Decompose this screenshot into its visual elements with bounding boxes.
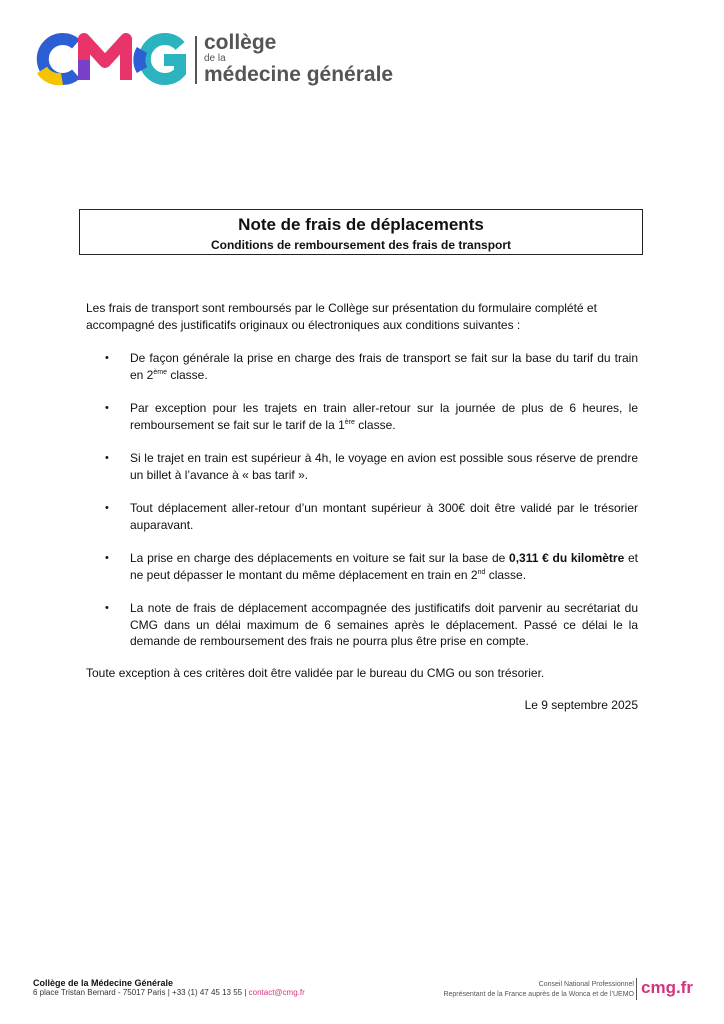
- footer-affiliation: [443, 980, 634, 1000]
- logo-wordmark: [204, 32, 393, 85]
- cmg-logo: [32, 30, 412, 88]
- rule-text: La note de frais de déplacement accompagnée des justificatifs doit parvenir au secrétariat du CMG dans un délai maximum de 6 semaines après le déplacement. Passé ce délai le la demande de remboursement des frais ne pourra plus être prise en compte.: [130, 601, 638, 648]
- footer-website-link[interactable]: cmg.fr: [641, 978, 693, 997]
- rule-text: Tout déplacement aller-retour d’un montant supérieur à 300€ doit être validé par le trésorier auparavant.: [130, 501, 638, 532]
- footer-contact: [33, 978, 305, 998]
- document-title-box: [79, 209, 643, 255]
- footer-divider: [636, 978, 637, 1000]
- list-item: [86, 500, 638, 533]
- rule-sup: nd: [477, 568, 486, 576]
- rule-sup: ère: [344, 418, 355, 426]
- bullet-icon: •: [105, 602, 109, 614]
- rule-text-end: classe.: [354, 417, 396, 432]
- logo-divider: [195, 36, 197, 84]
- list-item: [86, 550, 638, 583]
- rule-text: De façon générale la prise en charge des frais de transport se fait sur la base du tarif du train en 2: [130, 351, 638, 382]
- intro-paragraph: Les frais de transport sont remboursés par le Collège sur présentation du formulaire complété et accompagné des justificatifs originaux ou électroniques aux conditions suivantes :: [86, 301, 597, 332]
- logo-line-2: de la: [204, 53, 226, 64]
- list-item: [86, 450, 638, 483]
- bullet-icon: •: [105, 502, 109, 514]
- rule-rate: 0,311 € du kilomètre: [509, 551, 625, 565]
- footer-address-line: [33, 988, 305, 998]
- document-date: Le 9 septembre 2025: [524, 698, 638, 712]
- bullet-icon: •: [105, 352, 109, 364]
- list-item: [86, 350, 638, 383]
- closing-paragraph: Toute exception à ces critères doit être validée par le bureau du CMG ou son trésorier.: [86, 665, 545, 680]
- footer-email-link[interactable]: contact@cmg.fr: [248, 988, 305, 997]
- document-title: Note de frais de déplacements: [238, 215, 484, 234]
- rule-text: Si le trajet en train est supérieur à 4h, le voyage en avion est possible sous réserve de prendre un billet à l’avance à « bas tarif ».: [130, 451, 638, 482]
- logo-line-3: médecine générale: [204, 63, 394, 86]
- bullet-icon: •: [105, 402, 109, 414]
- document-body: [86, 300, 638, 714]
- footer-affiliation-line-1: Conseil National Professionnel: [538, 981, 634, 988]
- bullet-icon: •: [105, 552, 109, 564]
- list-item: [86, 400, 638, 433]
- footer-affiliation-line-2: Représentant de la France auprès de la Wonca et de l’UEMO: [443, 991, 634, 998]
- conditions-list: [86, 350, 638, 650]
- logo-line-1: collège: [204, 31, 277, 54]
- list-item: [86, 600, 638, 650]
- bullet-icon: •: [105, 452, 109, 464]
- footer-address: 6 place Tristan Bernard - 75017 Paris | +33 (1) 47 45 13 55 |: [33, 988, 249, 997]
- rule-text: Par exception pour les trajets en train aller-retour sur la journée de plus de 6 heures, le remboursement se fait sur le tarif de la 1: [130, 401, 638, 432]
- rule-text-end: classe.: [485, 567, 527, 582]
- rule-text-end: classe.: [166, 367, 208, 382]
- cmg-logo-mark: [32, 30, 192, 88]
- footer-org-name: Collège de la Médecine Générale: [33, 978, 174, 988]
- rule-text-mid: et ne peut dépasser le montant du même déplacement en train en 2: [130, 551, 638, 582]
- rule-sup: ème: [153, 368, 167, 376]
- document-subtitle: Conditions de remboursement des frais de transport: [210, 238, 512, 252]
- rule-text: La prise en charge des déplacements en voiture se fait sur la base de: [130, 551, 510, 565]
